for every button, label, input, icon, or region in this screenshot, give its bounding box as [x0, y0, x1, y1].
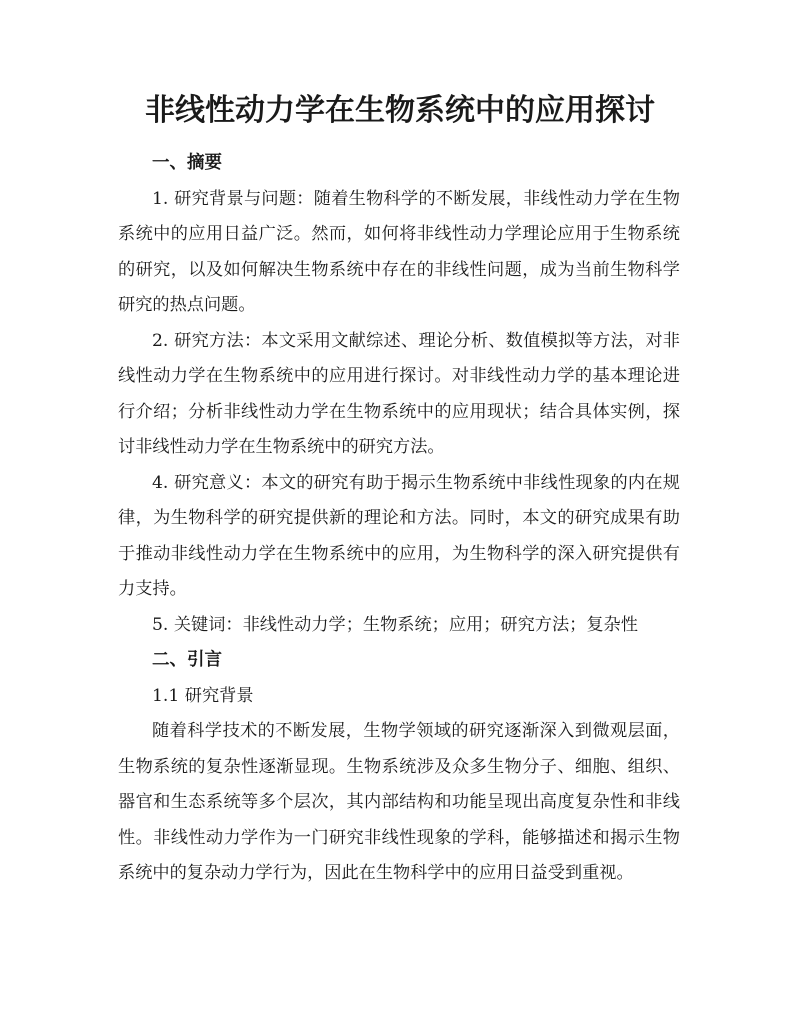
abstract-item-significance: 4. 研究意义：本文的研究有助于揭示生物系统中非线性现象的内在规律，为生物科学的研究提供新的理论和方法。同时，本文的研究成果有助于推动非线性动力学在生物系统中的应用，为生物科学的深入研究提供有力支持。: [118, 472, 680, 599]
document-title: 非线性动力学在生物系统中的应用探讨: [145, 93, 655, 128]
section-heading-introduction: 二、引言: [152, 650, 222, 670]
subsection-heading-background: 1.1 研究背景: [152, 685, 254, 706]
abstract-item-keywords: 5. 关键词：非线性动力学；生物系统；应用；研究方法；复杂性: [152, 614, 638, 635]
abstract-item-background: 1. 研究背景与问题：随着生物科学的不断发展，非线性动力学在生物系统中的应用日益广泛。然而，如何将非线性动力学理论应用于生物系统的研究，以及如何解决生物系统中存在的非线性问题，成为当前生物科学研究的热点问题。: [118, 188, 680, 315]
section-heading-abstract: 一、摘要: [152, 153, 222, 173]
introduction-paragraph: 随着科学技术的不断发展，生物学领域的研究逐渐深入到微观层面，生物系统的复杂性逐渐显现。生物系统涉及众多生物分子、细胞、组织、器官和生态系统等多个层次，其内部结构和功能呈现出高度复杂性和非线性。非线性动力学作为一门研究非线性现象的学科，能够描述和揭示生物系统中的复杂动力学行为，因此在生物科学中的应用日益受到重视。: [118, 721, 680, 883]
abstract-item-methods: 2. 研究方法：本文采用文献综述、理论分析、数值模拟等方法，对非线性动力学在生物系统中的应用进行探讨。对非线性动力学的基本理论进行介绍；分析非线性动力学在生物系统中的应用现状；结合具体实例，探讨非线性动力学在生物系统中的研究方法。: [118, 330, 680, 457]
document-body: [118, 146, 680, 892]
